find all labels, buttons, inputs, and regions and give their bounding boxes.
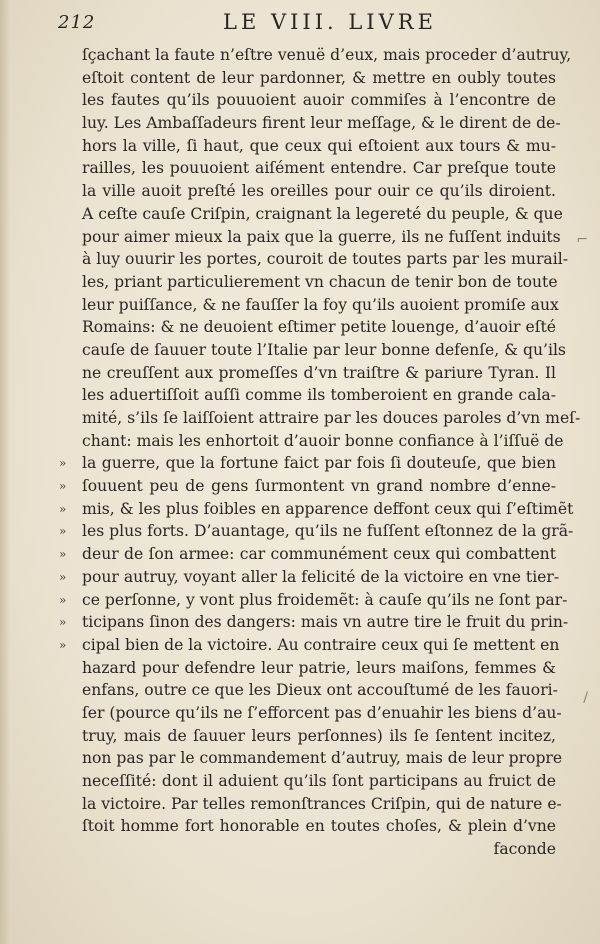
line-text: les plus forts. D’auantage, qu’ils ne fuſſent eſtonnez de la grã-	[82, 522, 574, 541]
line-text: luy. Les Ambaſſadeurs firent leur meſſage, & le dirent de de-	[82, 114, 561, 133]
line-text: leur puiſſance, & ne fauſſer la foy qu’ils auoient promiſe aux	[82, 295, 559, 314]
line-text: cipal bien de la victoire. Au contraire ceux qui ſe mettent en	[82, 635, 560, 654]
text-line	[82, 793, 562, 816]
text-line	[59, 452, 556, 475]
text-line	[82, 316, 556, 339]
line-text: mis, & les plus foibles en apparence deffont ceux qui ſ’eſtimẽt	[82, 499, 574, 518]
line-text: la ville auoit preſté les oreilles pour ouir ce qu’ils diroient.	[82, 182, 556, 201]
text-line	[82, 89, 556, 112]
line-text: les, priant particulierement vn chacun de tenir bon de toute	[82, 272, 558, 291]
line-text: hors la ville, ſi haut, que ceux qui eſtoient aux tours & mu-	[82, 136, 556, 155]
text-line	[82, 430, 564, 453]
text-line	[82, 702, 562, 725]
line-text: faconde	[493, 840, 556, 859]
line-text: ne creuſſent aux promeſſes d’vn traiſtre & pariure Tyran. Il	[82, 363, 556, 382]
text-line	[82, 747, 563, 770]
text-line	[59, 498, 574, 521]
line-text: cauſe de ſauuer toute l’Italie par leur bonne defenſe, & qu’ils	[82, 340, 566, 359]
line-text: ſtoit homme fort honorable en toutes choſes, & plein d’vne	[82, 817, 556, 836]
text-line	[82, 362, 556, 385]
line-text: la guerre, que la fortune faict par fois ſi douteuſe, que bien	[82, 454, 556, 473]
line-text: ſçachant la faute n’eſtre venuë d’eux, mais proceder d’autruy,	[82, 46, 572, 64]
quotation-marker: »	[59, 592, 67, 607]
running-title: LE VIII. LIVRE	[223, 10, 437, 34]
line-text: ce perſonne, y vont plus froidemẽt: à cauſe qu’ils ne ſont par-	[82, 590, 568, 609]
quotation-marker: »	[59, 637, 67, 652]
text-line	[82, 679, 556, 702]
line-text: les fautes qu’ils pouuoient auoir commiſes à l’encontre de	[82, 91, 556, 110]
margin-pencil-mark: /	[583, 690, 588, 706]
text-line	[82, 384, 556, 407]
text-line	[82, 815, 556, 838]
line-text: la victoire. Par telles remonſtrances Criſpin, qui de nature e-	[82, 794, 562, 813]
line-text: chant: mais les enhortoit d’auoir bonne confiance à l’iſſuë de	[82, 431, 564, 450]
text-line	[82, 226, 561, 249]
text-line	[82, 770, 556, 793]
text-line	[82, 112, 561, 135]
line-text: non pas par le commandement d’autruy, mais de leur propre	[82, 749, 563, 768]
text-line	[59, 634, 560, 657]
text-line	[59, 520, 574, 543]
margin-pencil-mark: ⌐	[576, 232, 588, 248]
text-line	[82, 44, 572, 67]
text-line	[59, 566, 560, 589]
text-line	[59, 589, 568, 612]
page-edge-shadow	[0, 0, 10, 944]
quotation-marker: »	[59, 569, 67, 584]
line-text: Romains: & ne deuoient eſtimer petite louenge, d’auoir eſté	[82, 318, 556, 337]
text-line	[82, 657, 556, 680]
text-line	[82, 407, 581, 430]
text-line	[59, 475, 556, 498]
line-text: neceſſité: dont il aduient qu’ils ſont participans au fruict de	[82, 772, 556, 790]
line-text: ticipans ſinon des dangers: mais vn autre tire le fruit du prin-	[82, 613, 569, 632]
line-text: hazard pour defendre leur patrie, leurs maiſons, femmes &	[82, 658, 556, 677]
quotation-marker: »	[59, 615, 67, 630]
quotation-marker: »	[59, 456, 67, 471]
text-line	[59, 611, 569, 634]
text-line	[82, 157, 556, 180]
line-text: railles, les pouuoient aiſément entendre. Car preſque toute	[82, 159, 556, 178]
line-text: à luy ouurir les portes, couroit de toutes parts par les murail-	[82, 250, 568, 269]
quotation-marker: »	[59, 479, 67, 494]
text-line	[82, 248, 568, 271]
quotation-marker: »	[59, 501, 67, 516]
page-header	[58, 10, 558, 40]
line-text: deur de ſon armee: car communément ceux qui combattent	[82, 545, 556, 564]
text-line	[82, 135, 556, 158]
line-text: truy, mais de ſauuer leurs perſonnes) ils ſe ſentent incitez,	[82, 726, 556, 745]
text-line	[82, 180, 556, 203]
line-text: ſer (pource qu’ils ne ſ’efforcent pas d’enuahir les biens d’au-	[82, 703, 562, 722]
line-text: A ceſte cauſe Criſpin, craignant la legereté du peuple, & que	[82, 204, 563, 223]
line-text: mité, s’ils ſe laiſſoient attraire par les douces paroles d’vn meſ-	[82, 409, 581, 427]
text-line	[82, 271, 556, 294]
line-text: ſouuent peu de gens ſurmontent vn grand nombre d’enne-	[82, 477, 556, 496]
text-line	[82, 725, 556, 748]
text-line	[82, 203, 563, 226]
text-line	[59, 543, 556, 566]
line-text: enfans, outre ce que les Dieux ont accouſtumé de les fauori-	[82, 681, 558, 700]
text-line	[82, 339, 566, 362]
line-text: pour aimer mieux la paix que la guerre, ils ne fuſſent induits	[82, 227, 561, 246]
line-text: eſtoit content de leur pardonner, & mettre en oubly toutes	[82, 68, 556, 87]
body-text	[59, 44, 581, 861]
text-line	[82, 294, 559, 317]
text-line	[82, 67, 556, 90]
quotation-marker: »	[59, 524, 67, 539]
line-text: pour autruy, voyant aller la felicité de la victoire en vne tier-	[82, 567, 560, 586]
text-line	[82, 838, 556, 861]
page-number: 212	[58, 12, 96, 33]
quotation-marker: »	[59, 547, 67, 562]
line-text: les aduertiſſoit auſſi comme ils tomberoient en grande cala-	[82, 386, 556, 405]
